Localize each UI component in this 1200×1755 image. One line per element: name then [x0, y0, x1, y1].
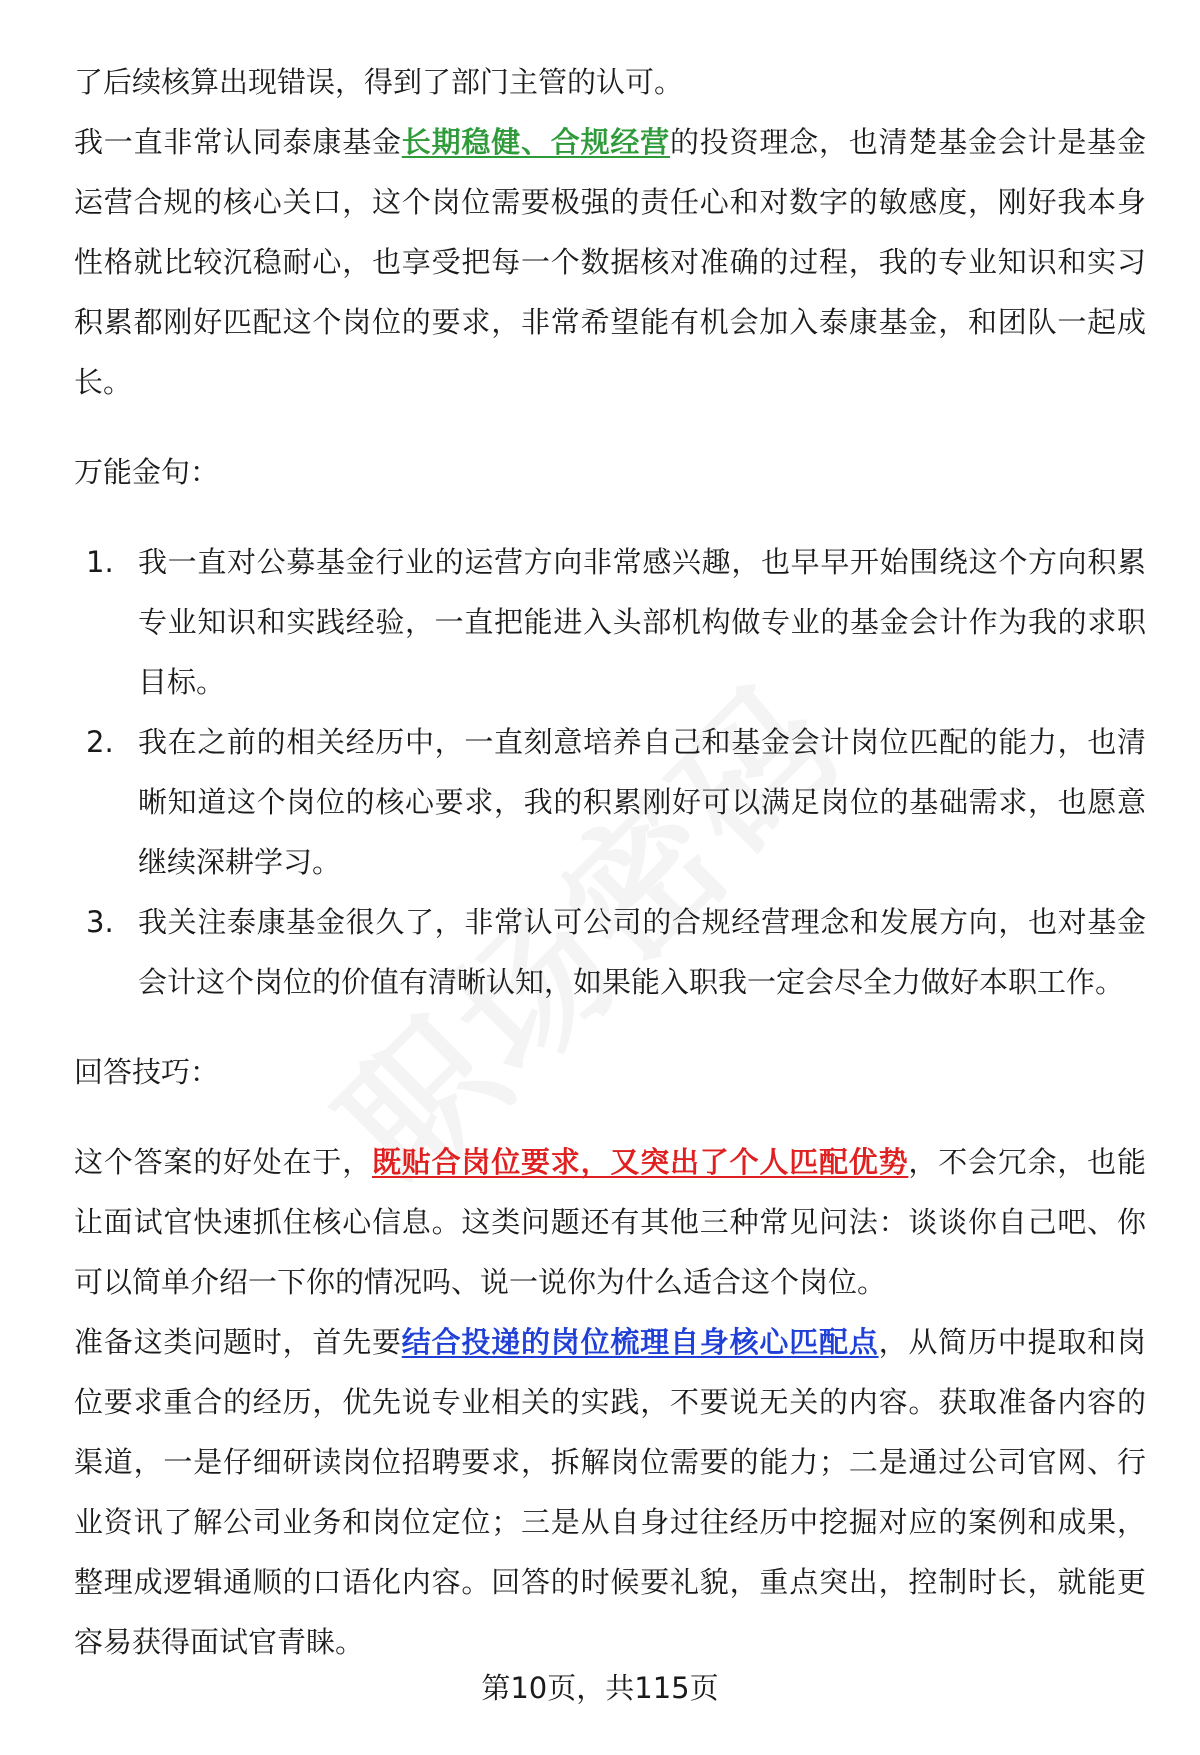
list-item — [74, 532, 1146, 712]
golden-sentences-heading: 万能金句： — [74, 455, 220, 489]
tips-highlight-red: 既贴合岗位要求，又突出了个人匹配优势 — [372, 1145, 909, 1179]
list-item — [74, 712, 1146, 892]
tips-paragraph-2 — [74, 1312, 1146, 1672]
tips-paragraph-1 — [74, 1132, 1146, 1312]
list-text: 我在之前的相关经历中，一直刻意培养自己和基金会计岗位匹配的能力，也清晰知道这个岗位的核心要求，我的积累刚好可以满足岗位的基础需求，也愿意继续深耕学习。 — [138, 725, 1146, 879]
content-body — [74, 52, 1146, 1672]
tips-highlight-blue: 结合投递的岗位梳理自身核心匹配点 — [401, 1325, 879, 1359]
paragraph-answer — [74, 112, 1146, 412]
tips2-text-b: ，从简历中提取和岗位要求重合的经历，优先说专业相关的实践，不要说无关的内容。获取准备内容的渠道，一是仔细研读岗位招聘要求，拆解岗位需要的能力；二是通过公司官网、行业资讯了解公司业务和岗位定位；三是从自身过往经历中挖掘对应的案例和成果，整理成逻辑通顺的口语化内容。回答的时候要礼貌，重点突出，控制时长，就能更容易获得面试官青睐。 — [74, 1325, 1146, 1659]
page-number-footer: 第10页，共115页 — [481, 1671, 719, 1705]
list-number: 2. — [86, 725, 114, 759]
list-item — [74, 892, 1146, 1012]
tips-heading: 回答技巧： — [74, 1055, 220, 1089]
answer-text-a: 我一直非常认同泰康基金 — [74, 125, 402, 159]
tips2-text-a: 准备这类问题时，首先要 — [74, 1325, 402, 1359]
list-number: 1. — [86, 545, 114, 579]
answer-highlight-green: 长期稳健、合规经营 — [401, 125, 670, 159]
list-number: 3. — [86, 905, 114, 939]
paragraph-continuation: 了后续核算出现错误，得到了部门主管的认可。 — [74, 65, 684, 99]
answer-text-b: 的投资理念，也清楚基金会计是基金运营合规的核心关口，这个岗位需要极强的责任心和对数字的敏感度，刚好我本身性格就比较沉稳耐心，也享受把每一个数据核对准确的过程，我的专业知识和实习积累都刚好匹配这个岗位的要求，非常希望能有机会加入泰康基金，和团队一起成长。 — [74, 125, 1146, 399]
list-text: 我一直对公募基金行业的运营方向非常感兴趣，也早早开始围绕这个方向积累专业知识和实践经验，一直把能进入头部机构做专业的基金会计作为我的求职目标。 — [138, 545, 1146, 699]
tips-text-a: 这个答案的好处在于， — [74, 1145, 372, 1179]
tips-text-b: ，不会冗余，也能让面试官快速抓住核心信息。这类问题还有其他三种常见问法：谈谈你自己吧、你可以简单介绍一下你的情况吗、说一说你为什么适合这个岗位。 — [74, 1145, 1146, 1299]
list-text: 我关注泰康基金很久了，非常认可公司的合规经营理念和发展方向，也对基金会计这个岗位的价值有清晰认知，如果能入职我一定会尽全力做好本职工作。 — [138, 905, 1146, 999]
golden-sentences-list — [74, 532, 1146, 1012]
